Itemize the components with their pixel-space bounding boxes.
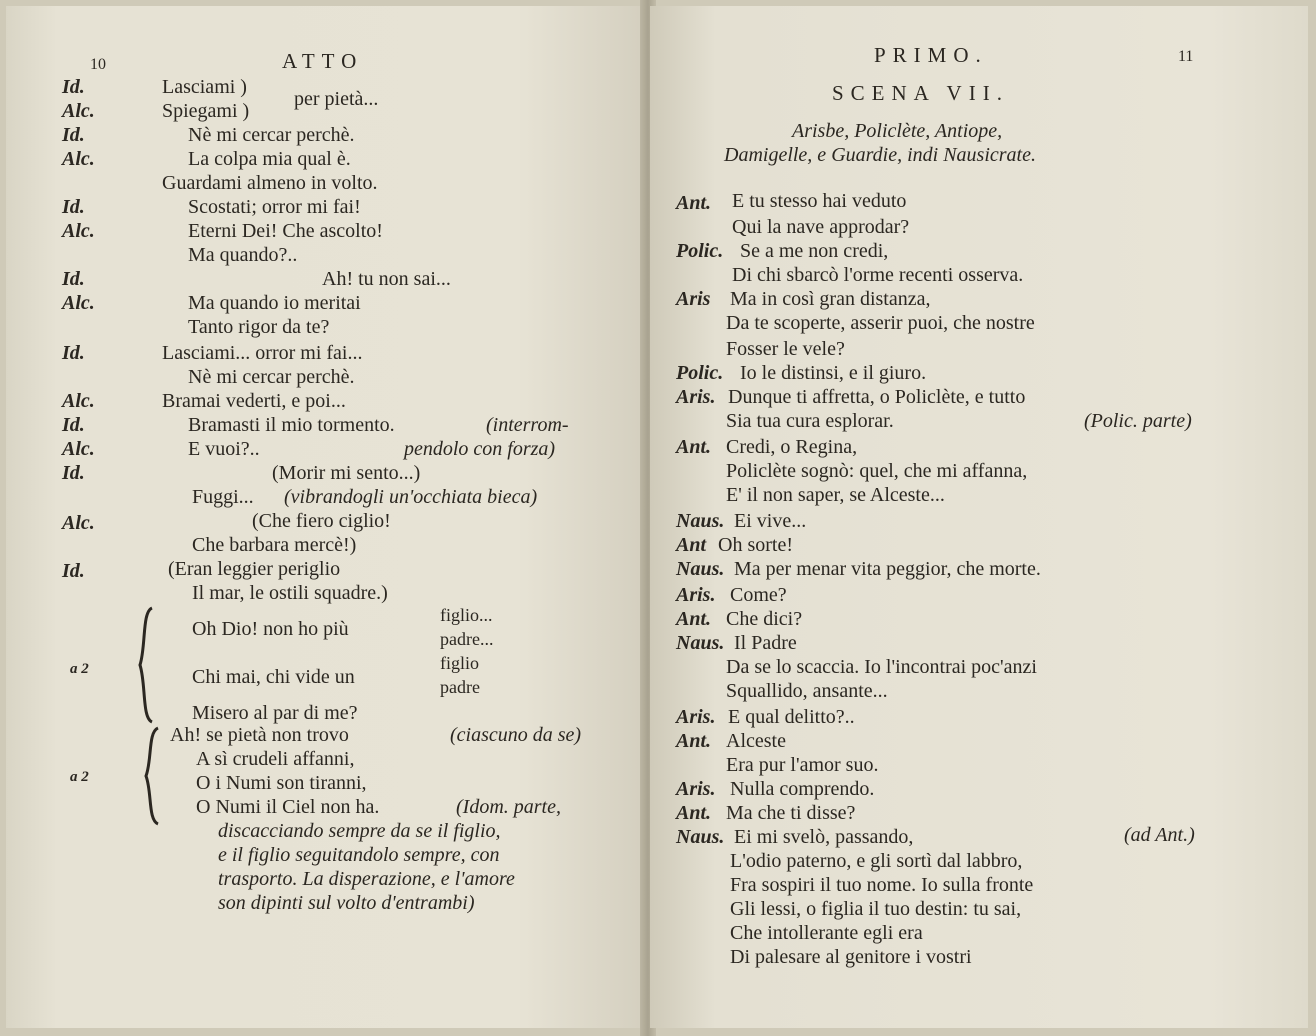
speaker: Ant.	[676, 436, 712, 458]
verse-line: O i Numi son tiranni,	[196, 772, 367, 794]
page-number: 11	[1178, 48, 1194, 65]
speaker: Id.	[62, 342, 85, 364]
verse-line: Ma per menar vita peggior, che morte.	[734, 558, 1041, 580]
verse-line: Ah! se pietà non trovo	[170, 724, 349, 746]
stage-direction: (ciascuno da se)	[450, 724, 582, 746]
speaker: Aris.	[676, 584, 716, 606]
verse-line: Dunque ti affretta, o Policlète, e tutto	[728, 386, 1026, 408]
speaker: Alc.	[62, 100, 95, 122]
verse-line: Che barbara mercè!)	[192, 534, 357, 556]
verse-line: E' il non saper, se Alceste...	[726, 484, 945, 506]
verse-line: Spiegami )	[162, 100, 250, 122]
verse-line: Ma quando io meritai	[188, 292, 361, 314]
verse-line: Oh sorte!	[718, 534, 793, 556]
verse-line: L'odio paterno, e gli sortì dal labbro,	[730, 850, 1023, 872]
speaker: Ant	[676, 534, 707, 556]
verse-line: Il mar, le ostili squadre.)	[192, 582, 388, 604]
speaker: Id.	[62, 124, 85, 146]
verse-line: Fosser le vele?	[726, 338, 845, 360]
speaker: Ant.	[676, 730, 712, 752]
verse-line: Misero al par di me?	[192, 702, 358, 724]
verse-line: Alceste	[726, 730, 786, 752]
running-header: ATTO	[282, 49, 364, 73]
verse-line: (Che fiero ciglio!	[252, 510, 391, 532]
verse-line: E tu stesso hai veduto	[732, 190, 907, 212]
speaker: Alc.	[62, 292, 95, 314]
verse-line: Chi mai, chi vide un	[192, 666, 355, 688]
character-list: Arisbe, Policlète, Antiope,	[792, 120, 1003, 142]
verse-line: Nè mi cercar perchè.	[188, 124, 355, 146]
duet-marker: a 2	[70, 769, 89, 785]
page-number: 10	[90, 56, 106, 73]
running-header: PRIMO.	[874, 43, 988, 67]
speaker: Id.	[62, 414, 85, 436]
verse-line: Che dici?	[726, 608, 803, 630]
verse-line: La colpa mia qual è.	[188, 148, 351, 170]
verse-line: E vuoi?..	[188, 438, 260, 460]
verse-line: Ma in così gran distanza,	[730, 288, 931, 310]
speaker: Ant.	[676, 608, 712, 630]
stage-direction: (Idom. parte,	[456, 796, 561, 818]
stage-direction: e il figlio seguitandolo sempre, con	[218, 844, 500, 866]
speaker: Naus.	[676, 826, 725, 848]
verse-line: Lasciami... orror mi fai...	[162, 342, 363, 364]
speaker: Polic.	[676, 240, 724, 262]
verse-line: A sì crudeli affanni,	[196, 748, 355, 770]
speaker: Aris	[676, 288, 711, 310]
speaker: Ant.	[676, 802, 712, 824]
verse-line: Fra sospiri il tuo nome. Io sulla fronte	[730, 874, 1034, 896]
speaker: Aris.	[676, 706, 716, 728]
verse-line: Ah! tu non sai...	[322, 268, 451, 290]
verse-line: Sia tua cura esplorar.	[726, 410, 894, 432]
speaker: Aris.	[676, 386, 716, 408]
speaker: Alc.	[62, 512, 95, 534]
verse-line: (Eran leggier periglio	[168, 558, 341, 580]
speaker: Naus.	[676, 510, 725, 532]
speaker: Aris.	[676, 778, 716, 800]
verse-line: Da te scoperte, asserir puoi, che nostre	[726, 312, 1035, 334]
left-page	[6, 6, 646, 1028]
verse-line: Se a me non credi,	[740, 240, 889, 262]
verse-line: Che intollerante egli era	[730, 922, 923, 944]
verse-line: Il Padre	[734, 632, 797, 654]
verse-line: Fuggi...	[192, 486, 254, 508]
verse-line: Ma che ti disse?	[726, 802, 856, 824]
speaker: Alc.	[62, 438, 95, 460]
verse-line: Io le distinsi, e il giuro.	[740, 362, 927, 384]
verse-line: Lasciami )	[162, 76, 247, 98]
verse-line: Squallido, ansante...	[726, 680, 888, 702]
verse-line: Guardami almeno in volto.	[162, 172, 378, 194]
stage-direction: (ad Ant.)	[1124, 824, 1195, 846]
verse-line: padre...	[440, 629, 494, 649]
brace-icon	[142, 726, 162, 826]
verse-line: per pietà...	[294, 88, 379, 110]
stage-direction: trasporto. La disperazione, e l'amore	[218, 868, 515, 890]
verse-line: Nè mi cercar perchè.	[188, 366, 355, 388]
verse-line: Bramasti il mio tormento.	[188, 414, 395, 436]
verse-line: Oh Dio! non ho più	[192, 618, 349, 640]
verse-line: Di palesare al genitore i vostri	[730, 946, 972, 968]
verse-line: Ma quando?..	[188, 244, 298, 266]
verse-line: (Morir mi sento...)	[272, 462, 421, 484]
verse-line: Nulla comprendo.	[730, 778, 875, 800]
verse-line: Scostati; orror mi fai!	[188, 196, 361, 218]
duet-marker: a 2	[70, 661, 89, 677]
verse-line: Ei mi svelò, passando,	[734, 826, 914, 848]
speaker: Id.	[62, 462, 85, 484]
verse-line: figlio	[440, 653, 479, 673]
verse-line: padre	[440, 677, 480, 697]
stage-direction: discacciando sempre da se il figlio,	[218, 820, 501, 842]
verse-line: Era pur l'amor suo.	[726, 754, 879, 776]
verse-line: Da se lo scaccia. Io l'incontrai poc'anzi	[726, 656, 1037, 678]
speaker: Alc.	[62, 220, 95, 242]
speaker: Alc.	[62, 148, 95, 170]
speaker: Id.	[62, 268, 85, 290]
verse-line: Di chi sbarcò l'orme recenti osserva.	[732, 264, 1024, 286]
verse-line: Bramai vederti, e poi...	[162, 390, 346, 412]
stage-direction: pendolo con forza)	[404, 438, 556, 460]
verse-line: Come?	[730, 584, 787, 606]
verse-line: Tanto rigor da te?	[188, 316, 330, 338]
speaker: Id.	[62, 196, 85, 218]
verse-line: O Numi il Ciel non ha.	[196, 796, 380, 818]
verse-line: E qual delitto?..	[728, 706, 855, 728]
brace-icon	[136, 606, 156, 726]
speaker: Naus.	[676, 558, 725, 580]
stage-direction: (vibrandogli un'occhiata bieca)	[284, 486, 538, 508]
stage-direction: son dipinti sul volto d'entrambi)	[218, 892, 475, 914]
speaker: Polic.	[676, 362, 724, 384]
speaker: Id.	[62, 76, 85, 98]
verse-line: Credi, o Regina,	[726, 436, 858, 458]
speaker: Ant.	[676, 192, 712, 214]
verse-line: Eterni Dei! Che ascolto!	[188, 220, 383, 242]
scene-heading: SCENA VII.	[832, 81, 1009, 105]
verse-line: Policlète sognò: quel, che mi affanna,	[726, 460, 1028, 482]
character-list: Damigelle, e Guardie, indi Nausicrate.	[724, 144, 1036, 166]
right-page	[650, 6, 1308, 1028]
verse-line: figlio...	[440, 605, 493, 625]
verse-line: Gli lessi, o figlia il tuo destin: tu sai,	[730, 898, 1022, 920]
verse-line: Qui la nave approdar?	[732, 216, 910, 238]
speaker: Id.	[62, 560, 85, 582]
speaker: Naus.	[676, 632, 725, 654]
stage-direction: (interrom-	[486, 414, 569, 436]
speaker: Alc.	[62, 390, 95, 412]
stage-direction: (Polic. parte)	[1084, 410, 1192, 432]
verse-line: Ei vive...	[734, 510, 807, 532]
